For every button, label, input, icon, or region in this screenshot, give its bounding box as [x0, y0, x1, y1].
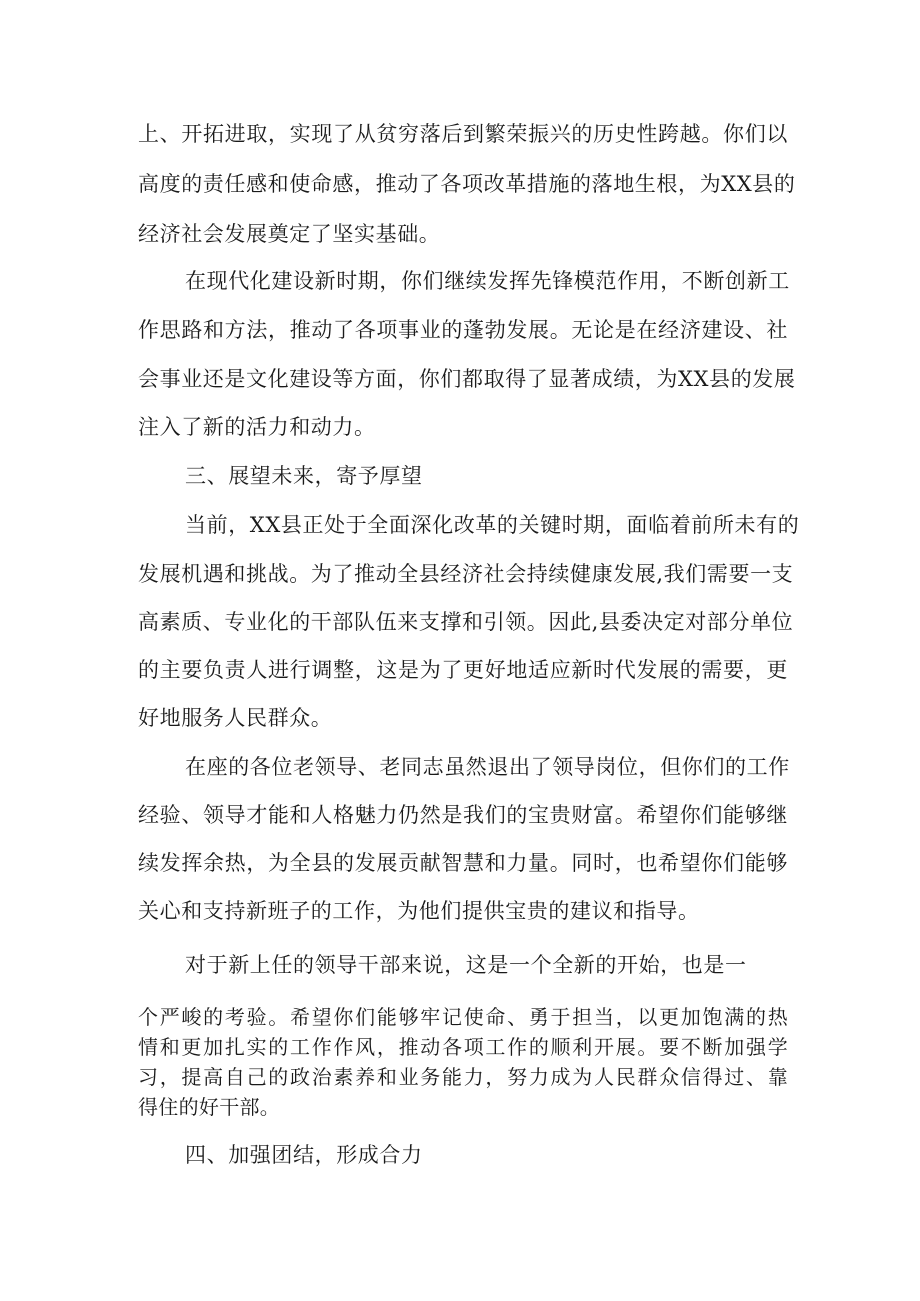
text-line: 当前，XX县正处于全面深化改革的关键时期，面临着前所未有的 — [185, 513, 800, 537]
heading-text: 三、展望未来，寄予厚望 — [185, 464, 423, 488]
text-line: 经济社会发展奠定了坚实基础。 — [138, 222, 441, 246]
text-line: 关心和支持新班子的工作，为他们提供宝贵的建议和指导。 — [138, 899, 700, 923]
text-line: 得住的好干部。 — [138, 1095, 281, 1119]
text-line: 对于新上任的领导干部来说，这是一个全新的开始，也是一 — [185, 953, 747, 977]
text-line: 经验、领导才能和人格魅力仍然是我们的宝贵财富。希望你们能够继 — [138, 803, 788, 827]
text-line: 作思路和方法，推动了各项事业的蓬勃发展。无论是在经济建设、社 — [138, 318, 788, 342]
text-line: 习，提高自己的政治素养和业务能力，努力成为人民群众信得过、靠 — [138, 1065, 788, 1089]
text-line: 个严峻的考验。希望你们能够牢记使命、勇于担当，以更加饱满的热 — [138, 1005, 788, 1029]
text-line: 在座的各位老领导、老同志虽然退出了领导岗位，但你们的工作 — [185, 755, 790, 779]
text-line: 情和更加扎实的工作作风，推动各项工作的顺利开展。要不断加强学 — [138, 1035, 788, 1059]
text-line: 高素质、专业化的干部队伍来支撑和引领。因此,县委决定对部分单位 — [138, 610, 794, 634]
text-line: 高度的责任感和使命感，推动了各项改革措施的落地生根，为XX县的 — [138, 172, 796, 196]
text-line: 发展机遇和挑战。为了推动全县经济社会持续健康发展,我们需要一支 — [138, 562, 794, 586]
text-line: 注入了新的活力和动力。 — [138, 415, 376, 439]
text-line: 上、开拓进取，实现了从贫穷落后到繁荣振兴的历史性跨越。你们以 — [138, 122, 788, 146]
text-line: 续发挥余热，为全县的发展贡献智慧和力量。同时，也希望你们能够 — [138, 851, 788, 875]
text-line: 好地服务人民群众。 — [138, 706, 333, 730]
text-line: 会事业还是文化建设等方面，你们都取得了显著成绩，为XX县的发展 — [138, 367, 796, 391]
text-line: 在现代化建设新时期，你们继续发挥先锋模范作用，不断创新工 — [185, 269, 790, 293]
heading-text: 四、加强团结，形成合力 — [185, 1143, 423, 1167]
text-line: 的主要负责人进行调整，这是为了更好地适应新时代发展的需要，更 — [138, 658, 788, 682]
